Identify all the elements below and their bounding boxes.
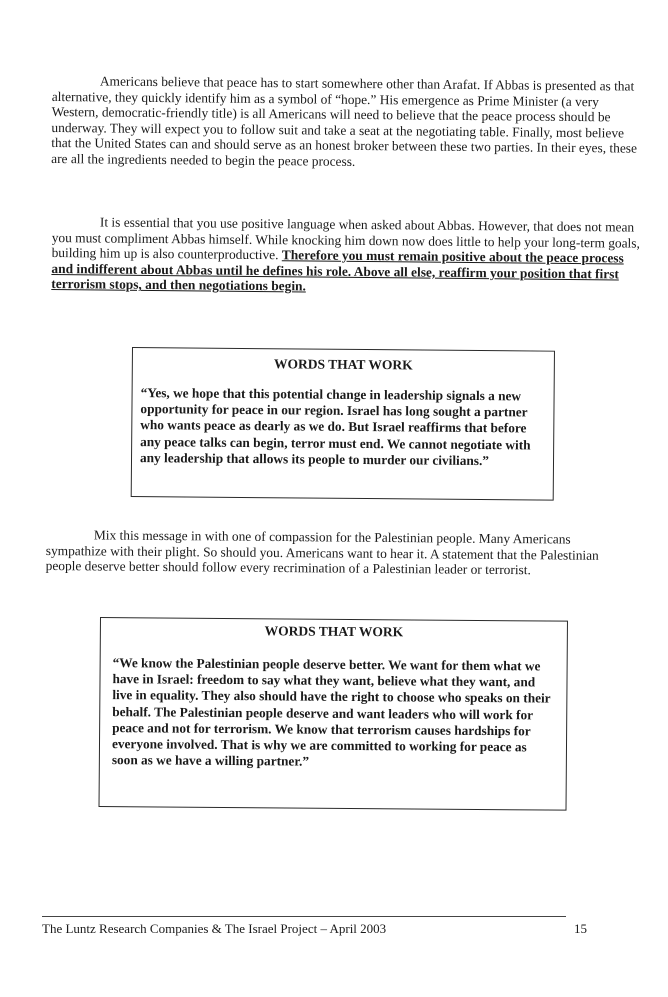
words-that-work-title: WORDS THAT WORK (264, 623, 404, 640)
words-that-work-box-1 (131, 347, 555, 501)
body-paragraph-abbas-hope: Americans believe that peace has to start somewhere other than Arafat. If Abbas is presented as that alternative, they quickly identify him as a symbol of “hope.” His emergence as Prime Minister (a very Western, democratic-friendly title) is all Americans will need to believe that the peace process should be underway. They will expect you to follow suit and take a seat at the negotiating table. Finally, most believe that the United States can and should serve as an honest broker between these two parties. In their eyes, these are all the ingredients needed to begin the peace process. (51, 73, 638, 169)
words-that-work-quote: “We know the Palestinian people deserve better. We want for them what we have in Israel: freedom to say what they want, believe what they want, and live in equality. They also should have the right to choose who speaks on their behalf. The Palestinian people deserve and want leaders who will work for peace and not for terrorism. We know that terrorism causes hardships for everyone involved. That is why we are committed to working for peace as soon as we have a willing partner.” (111, 655, 551, 769)
body-paragraph-positive-language (51, 214, 642, 298)
paragraph-plain-text: It is essential that you use positive language when asked about Abbas. However, that does not mean you must compliment Abbas himself. While knocking him down now does little to help your long-term goals, building him up is also counterproductive. (51, 214, 640, 263)
words-that-work-box-2 (99, 617, 568, 811)
footer-citation: The Luntz Research Companies & The Israel Project – April 2003 (42, 921, 387, 936)
body-paragraph-compassion: Mix this message in with one of compassion for the Palestinian people. Many Americans sympathize with their plight. So should you. Americans want to hear it. A statement that the Palestinian people deserve better should follow every recrimination of a Palestinian leader or terrorist. (45, 527, 599, 578)
words-that-work-title: WORDS THAT WORK (274, 356, 413, 373)
words-that-work-quote: “Yes, we hope that this potential change in leadership signals a new opportunity for peace in our region. Israel has long sought a partner who wants peace as dearly as we do. But Israel reaffirms that before any peace talks can begin, terror must end. We cannot negotiate with any leadership that allows its people to murder our civilians.” (139, 385, 531, 468)
footer-divider (42, 916, 566, 917)
paragraph-emphasis-text: Therefore you must remain positive about the peace process and indifferent about Abbas until he defines his role. Above all else, reaffirm your position that first terrorism stops, and then negotiations begin. (51, 247, 624, 294)
page-number: 15 (574, 921, 587, 936)
